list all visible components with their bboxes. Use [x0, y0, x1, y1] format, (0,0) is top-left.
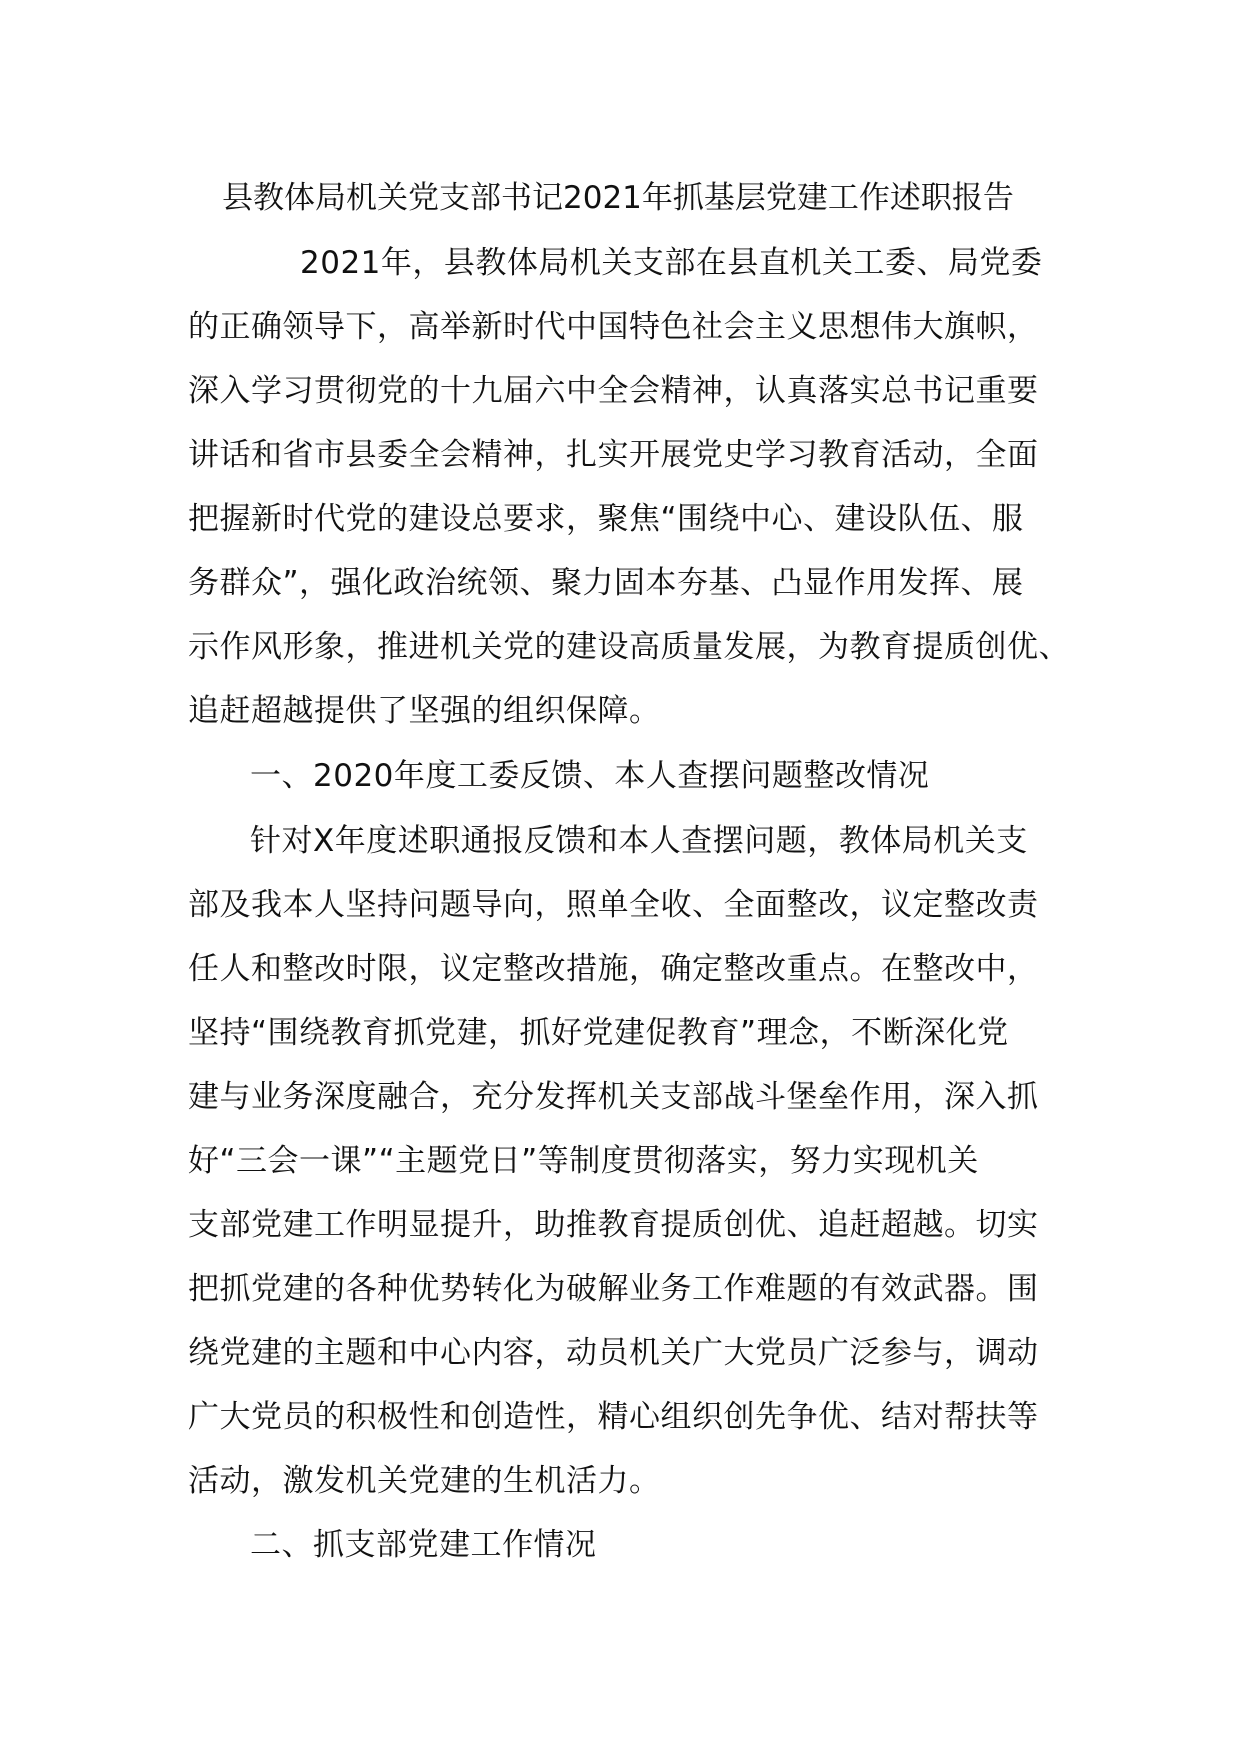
section1-paragraph-line: 部及我本人坚持问题导向，照单全收、全面整改，议定整改责	[188, 887, 1039, 923]
section1-paragraph-line: 建与业务深度融合，充分发挥机关支部战斗堡垒作用，深入抓	[188, 1079, 1039, 1115]
intro-paragraph-line: 追赶超越提供了坚强的组织保障。	[188, 693, 661, 729]
document-title: 县教体局机关党支部书记2021年抓基层党建工作述职报告	[222, 180, 1014, 216]
section1-paragraph-line: 支部党建工作明显提升，助推教育提质创优、追赶超越。切实	[188, 1207, 1039, 1243]
section1-paragraph-line: 针对X年度述职通报反馈和本人查摆问题，教体局机关支	[250, 823, 1028, 859]
section1-paragraph-line: 活动，激发机关党建的生机活力。	[188, 1463, 661, 1499]
intro-paragraph-line: 讲话和省市县委全会精神，扎实开展党史学习教育活动，全面	[188, 437, 1039, 473]
section1-paragraph-line: 绕党建的主题和中心内容，动员机关广大党员广泛参与，调动	[188, 1335, 1039, 1371]
section1-paragraph-line: 好“三会一课”“主题党日”等制度贯彻落实，努力实现机关	[188, 1143, 979, 1179]
section1-paragraph-line: 把抓党建的各种优势转化为破解业务工作难题的有效武器。围	[188, 1271, 1039, 1307]
section1-paragraph-line: 任人和整改时限，议定整改措施，确定整改重点。在整改中，	[188, 951, 1039, 987]
intro-paragraph-line: 深入学习贯彻党的十九届六中全会精神，认真落实总书记重要	[188, 373, 1039, 409]
section-heading-2: 二、抓支部党建工作情况	[250, 1527, 597, 1563]
section-heading-1: 一、2020年度工委反馈、本人查摆问题整改情况	[250, 758, 930, 794]
intro-paragraph-line: 把握新时代党的建设总要求，聚焦“围绕中心、建设队伍、服	[188, 501, 1024, 537]
intro-paragraph-line: 示作风形象，推进机关党的建设高质量发展，为教育提质创优、	[188, 629, 1070, 665]
intro-paragraph-line: 务群众”，强化政治统领、聚力固本夯基、凸显作用发挥、展	[188, 565, 1024, 601]
section1-paragraph-line: 广大党员的积极性和创造性，精心组织创先争优、结对帮扶等	[188, 1399, 1039, 1435]
intro-paragraph-line: 的正确领导下，高举新时代中国特色社会主义思想伟大旗帜，	[188, 309, 1039, 345]
intro-paragraph-line: 2021年，县教体局机关支部在县直机关工委、局党委	[300, 245, 1043, 281]
section1-paragraph-line: 坚持“围绕教育抓党建，抓好党建促教育”理念，不断深化党	[188, 1015, 1009, 1051]
